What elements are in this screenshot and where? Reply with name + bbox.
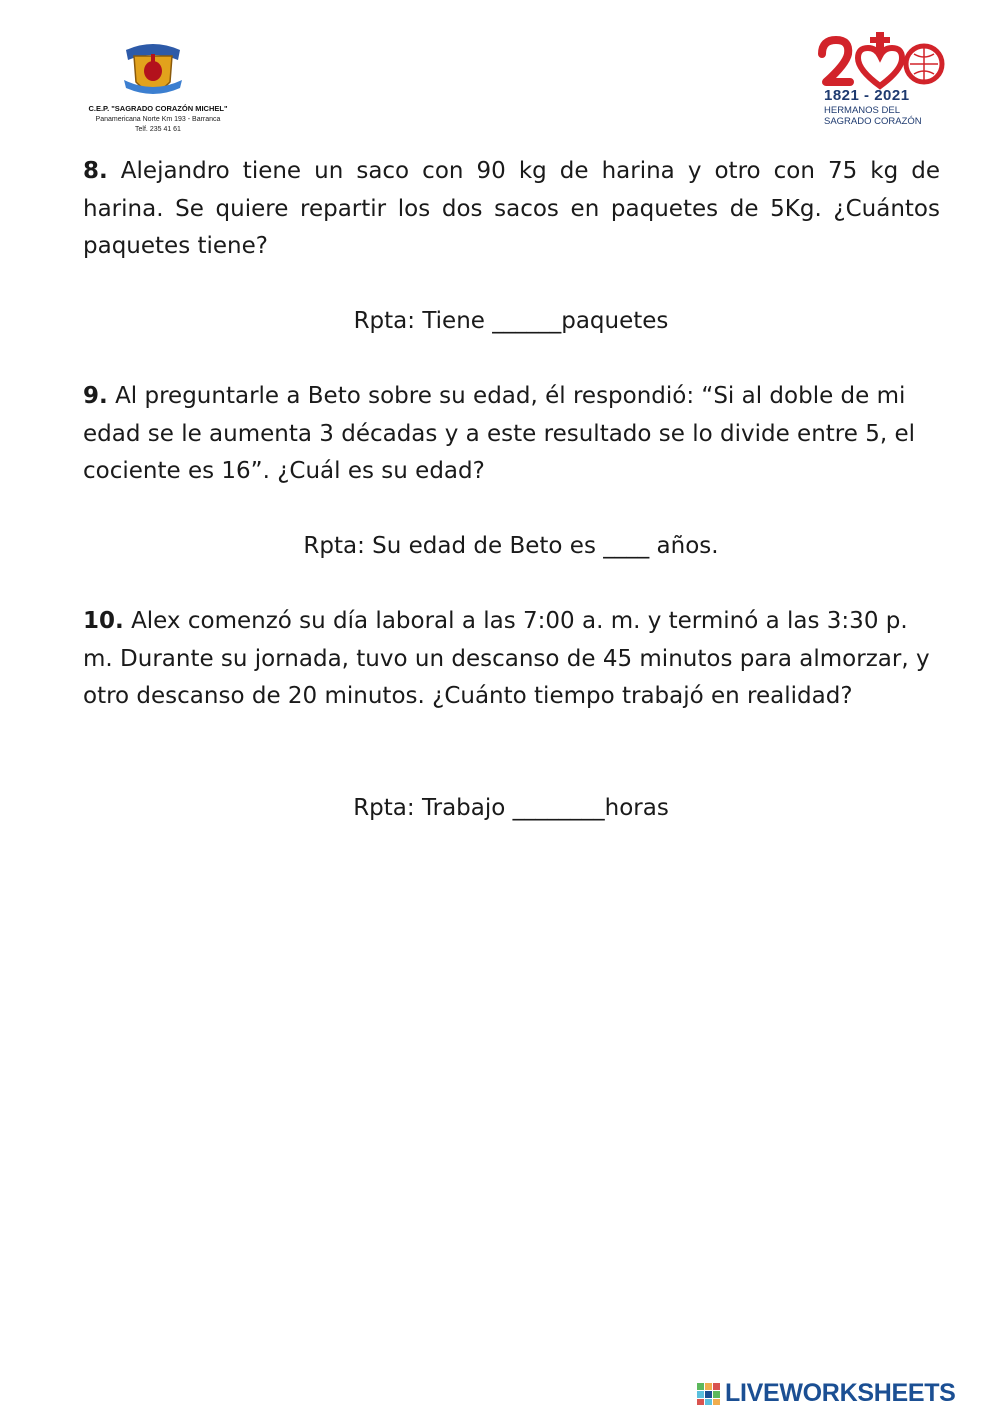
answer-line-10[interactable]: Rpta: Trabajo ________horas [353,795,669,821]
liveworksheets-logo-icon [697,1383,723,1405]
school-address: Panamericana Norte Km 193 - Barranca [95,116,221,123]
question-8 [83,153,940,266]
anniversary-line2: SAGRADO CORAZÓN [824,116,922,127]
question-text: Al preguntarle a Beto sobre su edad, él respondió: “Si al doble de mi edad se le aumenta 3 décadas y a este resultado se lo divide entre 5, el cociente es 16”. ¿Cuál es su edad? [83,383,916,484]
question-10 [83,603,940,716]
answer-line-8[interactable]: Rpta: Tiene ______paquetes [353,308,669,334]
question-number: 10. [83,608,124,634]
school-phone: Telf. 235 41 61 [135,126,181,133]
answer-line-9[interactable]: Rpta: Su edad de Beto es ____ años. [303,533,719,559]
question-text: Alejandro tiene un saco con 90 kg de harina y otro con 75 kg de harina. Se quiere repartir los dos sacos en paquetes de 5Kg. ¿Cuántos paquetes tiene? [83,158,940,259]
anniversary-line1: HERMANOS DEL [824,105,901,116]
question-9 [83,378,940,491]
anniversary-years: 1821 - 2021 [824,87,910,104]
school-name: C.E.P. "SAGRADO CORAZÓN MICHEL" [88,104,228,113]
school-crest-icon [120,36,186,106]
question-text: Alex comenzó su día laboral a las 7:00 a. m. y terminó a las 3:30 p. m. Durante su jornada, tuvo un descanso de 45 minutos para almorzar, y otro descanso de 20 minutos. ¿Cuánto tiempo trabajó en realidad? [83,608,930,709]
liveworksheets-text: LIVEWORKSHEETS [725,1379,956,1407]
question-number: 8. [83,158,108,184]
question-number: 9. [83,383,108,409]
anniversary-200-icon [818,32,948,92]
anniversary-logo [818,32,948,127]
